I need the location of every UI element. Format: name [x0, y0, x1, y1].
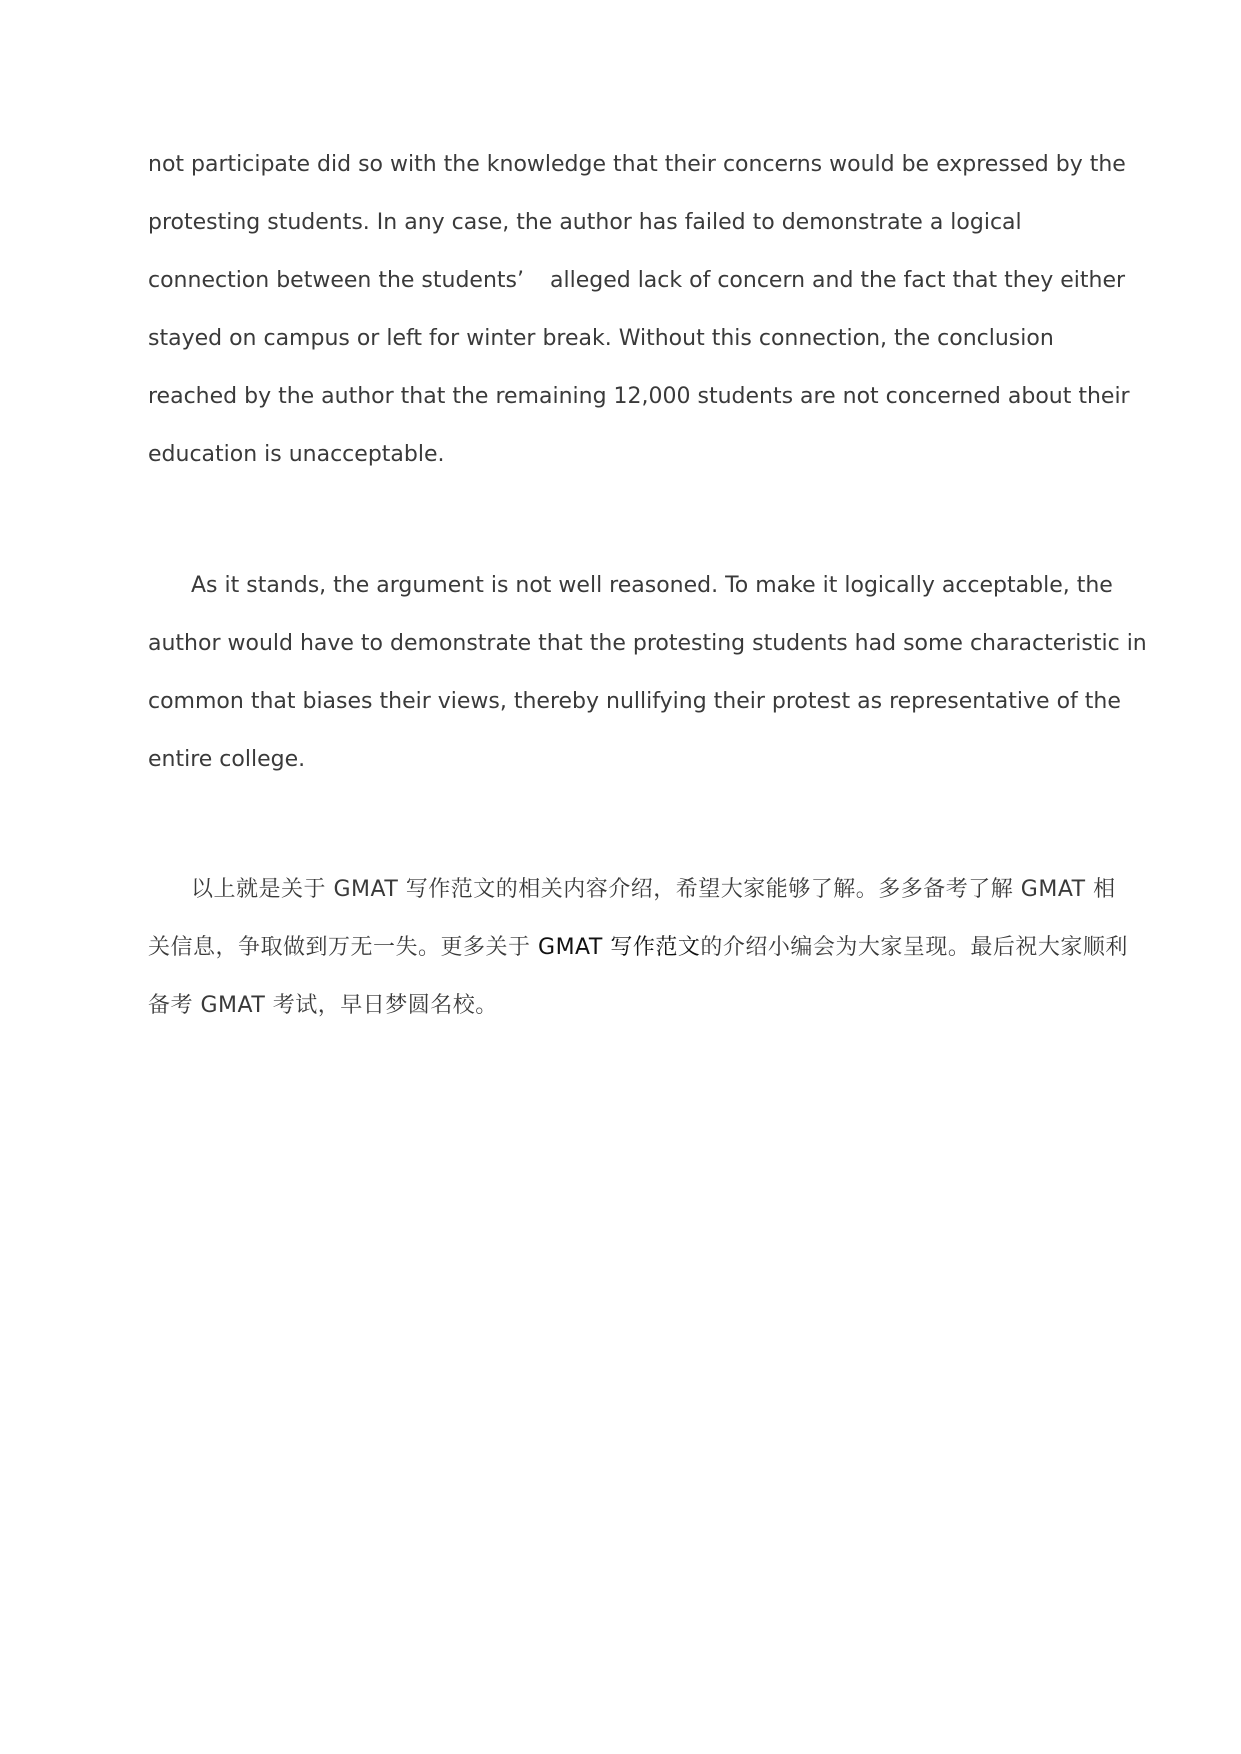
text-line: not participate did so with the knowledge that their concerns would be expressed by the — [148, 152, 1126, 177]
text-line: As it stands, the argument is not well reasoned. To make it logically acceptable, the — [191, 573, 1113, 598]
text-line: 以上就是关于 GMAT 写作范文的相关内容介绍，希望大家能够了解。多多备考了解 GMAT 相 — [191, 877, 1116, 902]
text-line: protesting students. In any case, the author has failed to demonstrate a logical — [148, 210, 1022, 235]
gmat-essay-link[interactable]: GMAT 写作范文 — [538, 935, 701, 960]
text-segment: connection between the students’ — [148, 268, 524, 293]
text-segment: alleged lack of concern and the fact that they either — [550, 268, 1126, 293]
text-line: entire college. — [148, 747, 306, 772]
text-line — [148, 933, 1128, 963]
text-segment: 关信息，争取做到万无一失。更多关于 — [148, 935, 531, 960]
text-line: 备考 GMAT 考试，早日梦圆名校。 — [148, 993, 498, 1018]
text-line: author would have to demonstrate that the protesting students had some characteristic in — [148, 631, 1147, 656]
text-line: reached by the author that the remaining 12,000 students are not concerned about their — [148, 384, 1130, 409]
text-line — [148, 266, 1126, 296]
text-line: education is unacceptable. — [148, 442, 445, 467]
text-line: common that biases their views, thereby nullifying their protest as representative of the — [148, 689, 1121, 714]
text-segment: 的介绍小编会为大家呈现。最后祝大家顺利 — [700, 935, 1128, 960]
text-line: stayed on campus or left for winter break. Without this connection, the conclusion — [148, 326, 1054, 351]
